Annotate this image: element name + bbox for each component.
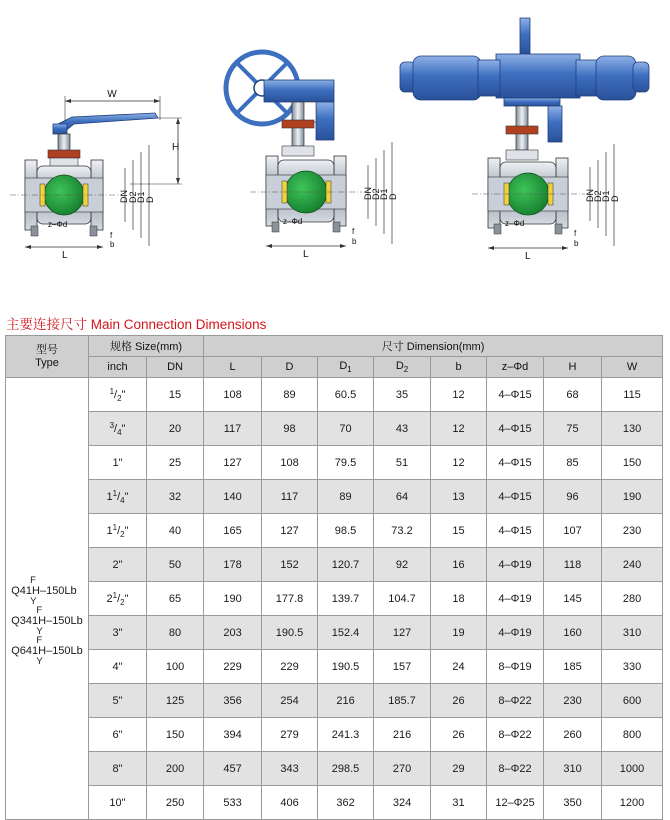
cell-h: 96 [544, 480, 602, 514]
dimension-header: 尺寸 Dimension(mm) [204, 336, 663, 357]
table-row [6, 412, 663, 446]
cell-d: 89 [262, 378, 318, 412]
label-d1-2: D1 [379, 188, 389, 200]
cell-h: 310 [544, 752, 602, 786]
label-b-3: b [574, 239, 579, 248]
cell-b: 12 [431, 446, 487, 480]
table-row [6, 718, 663, 752]
cell-z-phid: 4–Φ15 [487, 446, 544, 480]
table-row [6, 446, 663, 480]
cell-d: 117 [262, 480, 318, 514]
cell-l: 229 [204, 650, 262, 684]
cell-d2: 92 [374, 548, 431, 582]
section-title: 主要连接尺寸 Main Connection Dimensions [6, 317, 267, 332]
label-l-3: L [525, 251, 531, 262]
cell-z-phid: 4–Φ19 [487, 548, 544, 582]
cell-d1: 70 [318, 412, 374, 446]
cell-d1: 89 [318, 480, 374, 514]
cell-d: 254 [262, 684, 318, 718]
cell-l: 178 [204, 548, 262, 582]
dimensions-table-wrap [5, 335, 662, 820]
col-h: H [544, 357, 602, 378]
cell-d1: 362 [318, 786, 374, 820]
cell-w: 1000 [602, 752, 663, 786]
label-zphid-1: z–Φd [48, 220, 68, 229]
cell-d2: 324 [374, 786, 431, 820]
cell-w: 190 [602, 480, 663, 514]
label-b-2: b [352, 237, 357, 246]
dimensions-table [5, 335, 663, 820]
label-f-1: f [110, 231, 113, 240]
cell-b: 12 [431, 412, 487, 446]
cell-w: 600 [602, 684, 663, 718]
cell-d2: 270 [374, 752, 431, 786]
cell-w: 330 [602, 650, 663, 684]
valve-drawings [0, 0, 670, 300]
table-row [6, 514, 663, 548]
cell-h: 85 [544, 446, 602, 480]
cell-z-phid: 4–Φ15 [487, 412, 544, 446]
gear-valve-drawing [226, 52, 398, 260]
cell-d1: 190.5 [318, 650, 374, 684]
cell-d1: 60.5 [318, 378, 374, 412]
cell-l: 140 [204, 480, 262, 514]
type-header-cn: 型号 [36, 343, 58, 356]
table-row [6, 582, 663, 616]
cell-b: 13 [431, 480, 487, 514]
cell-d: 108 [262, 446, 318, 480]
cell-d: 279 [262, 718, 318, 752]
type-models-cell [6, 378, 89, 820]
type-model: F Q41H–150Lb Y [11, 575, 77, 607]
col-b: b [431, 357, 487, 378]
cell-z-phid: 12–Φ25 [487, 786, 544, 820]
cell-dn: 25 [147, 446, 204, 480]
cell-inch: 2" [89, 548, 147, 582]
label-dn-3: DN [585, 189, 595, 202]
label-d1-1: D1 [136, 191, 146, 203]
col-z-phid: z–Φd [487, 357, 544, 378]
col-dn: DN [147, 357, 204, 378]
cell-z-phid: 4–Φ19 [487, 582, 544, 616]
type-model: F Q641H–150Lb Y [11, 635, 83, 667]
cell-dn: 15 [147, 378, 204, 412]
table-row [6, 684, 663, 718]
cell-d2: 104.7 [374, 582, 431, 616]
cell-b: 26 [431, 718, 487, 752]
cell-d: 343 [262, 752, 318, 786]
col-d1: $D_1$ [318, 357, 374, 378]
cell-inch: $^1/_2$" [89, 378, 147, 412]
cell-z-phid: 8–Φ22 [487, 718, 544, 752]
cell-w: 115 [602, 378, 663, 412]
cell-l: 203 [204, 616, 262, 650]
size-header: 规格 Size(mm) [89, 336, 204, 357]
label-h: H [172, 142, 180, 153]
cell-inch: 10" [89, 786, 147, 820]
cell-b: 16 [431, 548, 487, 582]
cell-h: 75 [544, 412, 602, 446]
cell-d1: 139.7 [318, 582, 374, 616]
cell-d2: 64 [374, 480, 431, 514]
cell-l: 356 [204, 684, 262, 718]
label-d2-1: D2 [128, 191, 138, 203]
cell-z-phid: 4–Φ15 [487, 378, 544, 412]
cell-w: 230 [602, 514, 663, 548]
cell-dn: 100 [147, 650, 204, 684]
cell-dn: 150 [147, 718, 204, 752]
cell-d2: 51 [374, 446, 431, 480]
label-d-3: D [610, 195, 620, 202]
table-body [6, 378, 663, 820]
label-d2-3: D2 [593, 190, 603, 202]
label-f-3: f [574, 229, 577, 238]
cell-d: 190.5 [262, 616, 318, 650]
label-zphid-2: z–Φd [283, 217, 303, 226]
cell-d: 98 [262, 412, 318, 446]
cell-h: 160 [544, 616, 602, 650]
cell-d1: 216 [318, 684, 374, 718]
label-l-2: L [303, 249, 309, 260]
type-model: F Q341H–150Lb Y [11, 605, 83, 637]
col-d: D [262, 357, 318, 378]
cell-l: 533 [204, 786, 262, 820]
label-zphid-3: z–Φd [505, 219, 525, 228]
cell-d2: 127 [374, 616, 431, 650]
label-d-2: D [388, 193, 398, 200]
label-b-1: b [110, 240, 115, 249]
col-w: W [602, 357, 663, 378]
label-d1-3: D1 [601, 190, 611, 202]
col-inch: inch [89, 357, 147, 378]
cell-w: 130 [602, 412, 663, 446]
cell-d: 127 [262, 514, 318, 548]
cell-d1: 120.7 [318, 548, 374, 582]
cell-d2: 185.7 [374, 684, 431, 718]
cell-w: 800 [602, 718, 663, 752]
cell-z-phid: 8–Φ19 [487, 650, 544, 684]
label-f-2: f [352, 227, 355, 236]
cell-dn: 50 [147, 548, 204, 582]
cell-b: 24 [431, 650, 487, 684]
cell-dn: 200 [147, 752, 204, 786]
table-row [6, 786, 663, 820]
table-row [6, 378, 663, 412]
cell-b: 29 [431, 752, 487, 786]
cell-b: 12 [431, 378, 487, 412]
label-d2-2: D2 [371, 188, 381, 200]
cell-w: 280 [602, 582, 663, 616]
cell-h: 260 [544, 718, 602, 752]
cell-inch: 4" [89, 650, 147, 684]
cell-inch: 3" [89, 616, 147, 650]
cell-b: 31 [431, 786, 487, 820]
label-l-1: L [62, 250, 68, 261]
cell-dn: 40 [147, 514, 204, 548]
table-row [6, 752, 663, 786]
cell-d2: 216 [374, 718, 431, 752]
table-row [6, 480, 663, 514]
cell-w: 240 [602, 548, 663, 582]
cell-z-phid: 4–Φ15 [487, 480, 544, 514]
cell-b: 26 [431, 684, 487, 718]
cell-d1: 241.3 [318, 718, 374, 752]
cell-d: 152 [262, 548, 318, 582]
cell-inch: $1^1/_2$" [89, 514, 147, 548]
cell-d1: 152.4 [318, 616, 374, 650]
col-l: L [204, 357, 262, 378]
cell-z-phid: 4–Φ15 [487, 514, 544, 548]
cell-h: 68 [544, 378, 602, 412]
cell-w: 150 [602, 446, 663, 480]
cell-d2: 73.2 [374, 514, 431, 548]
label-d-1: D [145, 196, 155, 203]
cell-b: 18 [431, 582, 487, 616]
cell-b: 15 [431, 514, 487, 548]
cell-l: 394 [204, 718, 262, 752]
cell-h: 118 [544, 548, 602, 582]
cell-d1: 79.5 [318, 446, 374, 480]
cell-d2: 157 [374, 650, 431, 684]
cell-d: 177.8 [262, 582, 318, 616]
table-row [6, 650, 663, 684]
type-header [6, 336, 89, 378]
lever-valve-drawing [10, 89, 182, 261]
cell-inch: 1" [89, 446, 147, 480]
cell-h: 350 [544, 786, 602, 820]
cell-inch: $^3/_4$" [89, 412, 147, 446]
pneumatic-valve-drawing [400, 18, 649, 262]
cell-h: 107 [544, 514, 602, 548]
cell-z-phid: 4–Φ19 [487, 616, 544, 650]
cell-w: 1200 [602, 786, 663, 820]
cell-dn: 32 [147, 480, 204, 514]
cell-d2: 43 [374, 412, 431, 446]
cell-inch: 6" [89, 718, 147, 752]
cell-d2: 35 [374, 378, 431, 412]
cell-d: 406 [262, 786, 318, 820]
cell-l: 190 [204, 582, 262, 616]
cell-d1: 298.5 [318, 752, 374, 786]
cell-b: 19 [431, 616, 487, 650]
cell-z-phid: 8–Φ22 [487, 752, 544, 786]
cell-l: 165 [204, 514, 262, 548]
cell-l: 108 [204, 378, 262, 412]
cell-h: 145 [544, 582, 602, 616]
cell-l: 117 [204, 412, 262, 446]
cell-dn: 65 [147, 582, 204, 616]
cell-h: 185 [544, 650, 602, 684]
type-header-en: Type [35, 356, 59, 369]
table-row [6, 548, 663, 582]
cell-inch: 8" [89, 752, 147, 786]
cell-dn: 80 [147, 616, 204, 650]
cell-dn: 20 [147, 412, 204, 446]
cell-dn: 250 [147, 786, 204, 820]
cell-w: 310 [602, 616, 663, 650]
label-w: W [107, 89, 117, 100]
cell-l: 457 [204, 752, 262, 786]
cell-inch: $2^1/_2$" [89, 582, 147, 616]
cell-inch: 5" [89, 684, 147, 718]
cell-inch: $1^1/_4$" [89, 480, 147, 514]
label-dn-1: DN [119, 190, 129, 203]
table-row [6, 616, 663, 650]
cell-dn: 125 [147, 684, 204, 718]
cell-d: 229 [262, 650, 318, 684]
cell-z-phid: 8–Φ22 [487, 684, 544, 718]
cell-d1: 98.5 [318, 514, 374, 548]
label-dn-2: DN [363, 187, 373, 200]
cell-l: 127 [204, 446, 262, 480]
col-d2: $D_2$ [374, 357, 431, 378]
cell-h: 230 [544, 684, 602, 718]
